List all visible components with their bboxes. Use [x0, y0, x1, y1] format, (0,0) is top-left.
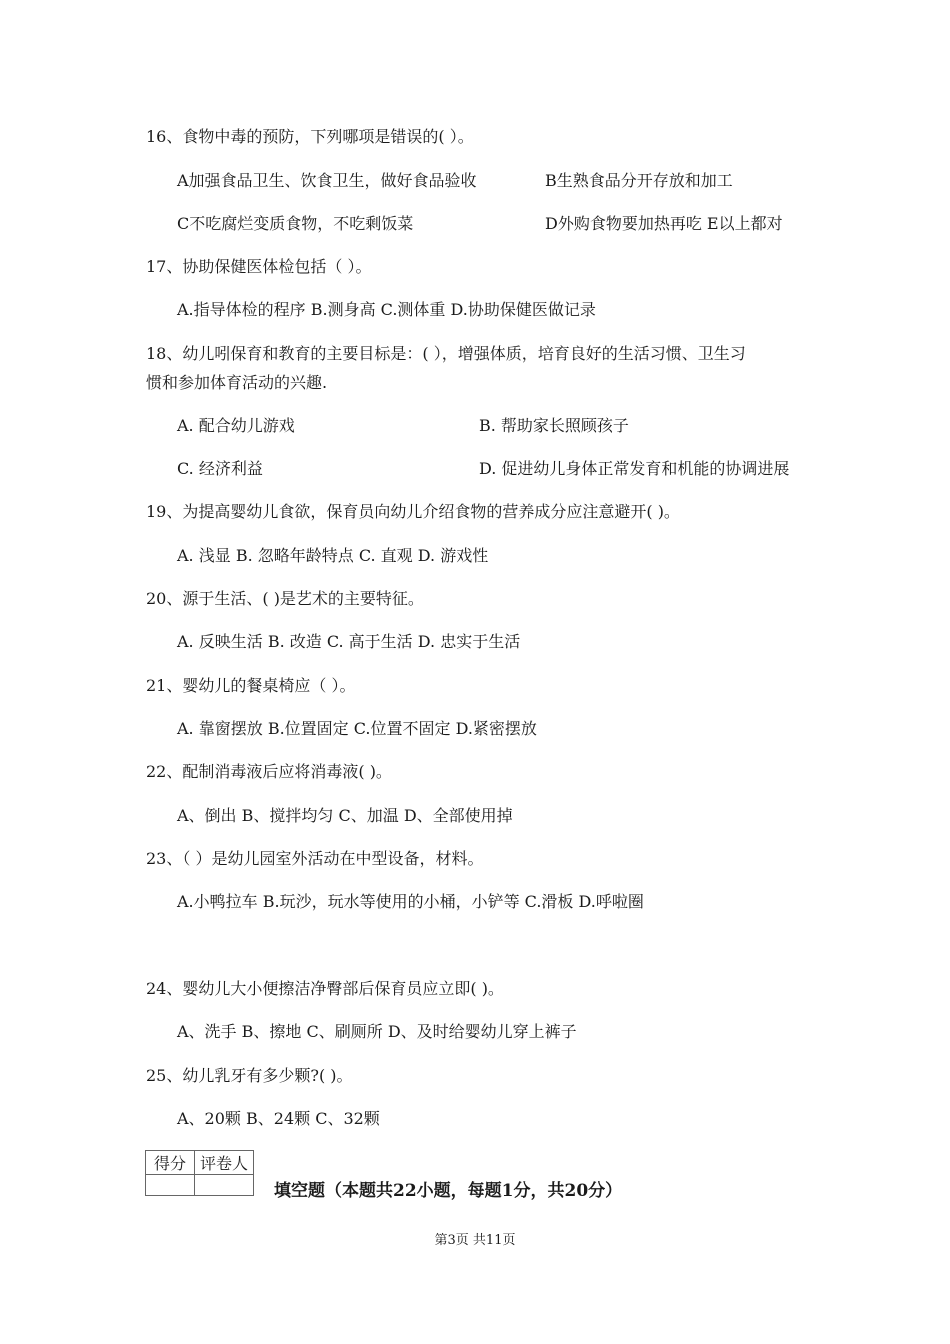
options: A、倒出 B、搅拌均匀 C、加温 D、全部使用掉	[177, 806, 513, 825]
score-cell	[146, 1175, 195, 1196]
options: A. 靠窗摆放 B.位置固定 C.位置不固定 D.紧密摆放	[177, 719, 537, 738]
option-b: B. 帮助家长照顾孩子	[479, 416, 629, 435]
question-text: 21、婴幼儿的餐桌椅应（ ）。	[146, 676, 356, 695]
question-text: 17、协助保健医体检包括（ ）。	[146, 257, 372, 276]
question-text-cont: 惯和参加体育活动的兴趣.	[146, 373, 328, 392]
question-text: 19、为提高婴幼儿食欲，保育员向幼儿介绍食物的营养成分应注意避开( )。	[146, 502, 680, 521]
grader-cell	[195, 1175, 254, 1196]
options: A. 浅显 B. 忽略年龄特点 C. 直观 D. 游戏性	[177, 546, 489, 565]
option-a: A. 配合幼儿游戏	[177, 416, 295, 435]
section-title: 填空题（本题共22小题，每题1分，共20分）	[274, 1181, 623, 1201]
grader-label: 评卷人	[195, 1151, 254, 1175]
question-text: 18、幼儿吲保育和教育的主要目标是：( ），增强体质，培育良好的生活习惯、卫生习	[146, 344, 746, 363]
score-box	[145, 1150, 254, 1196]
option-b: B生熟食品分开存放和加工	[545, 171, 733, 190]
score-label: 得分	[146, 1151, 195, 1175]
option-c: C不吃腐烂变质食物，不吃剩饭菜	[177, 214, 414, 233]
question-text: 25、幼儿乳牙有多少颗?( )。	[146, 1066, 353, 1085]
options: A.小鸭拉车 B.玩沙，玩水等使用的小桶，小铲等 C.滑板 D.呼啦圈	[177, 892, 644, 911]
question-text: 24、婴幼儿大小便擦洁净臀部后保育员应立即( )。	[146, 979, 504, 998]
question-text: 22、配制消毒液后应将消毒液( )。	[146, 762, 392, 781]
options: A、20颗 B、24颗 C、32颗	[177, 1109, 380, 1128]
option-c: C. 经济利益	[177, 459, 263, 478]
page-footer: 第3页 共11页	[434, 1233, 516, 1248]
option-d: D. 促进幼儿身体正常发育和机能的协调进展	[479, 459, 790, 478]
question-text: 16、食物中毒的预防，下列哪项是错误的( ）。	[146, 127, 474, 146]
question-text: 20、源于生活、( )是艺术的主要特征。	[146, 589, 424, 608]
question-text: 23、（ ）是幼儿园室外活动在中型设备，材料。	[146, 849, 484, 868]
option-d: D外购食物要加热再吃 E以上都对	[545, 214, 783, 233]
options: A、洗手 B、擦地 C、刷厕所 D、及时给婴幼儿穿上裤子	[177, 1022, 577, 1041]
options: A. 反映生活 B. 改造 C. 高于生活 D. 忠实于生活	[177, 632, 521, 651]
options: A.指导体检的程序 B.测身高 C.测体重 D.协助保健医做记录	[177, 300, 596, 319]
option-a: A加强食品卫生、饮食卫生，做好食品验收	[177, 171, 477, 190]
